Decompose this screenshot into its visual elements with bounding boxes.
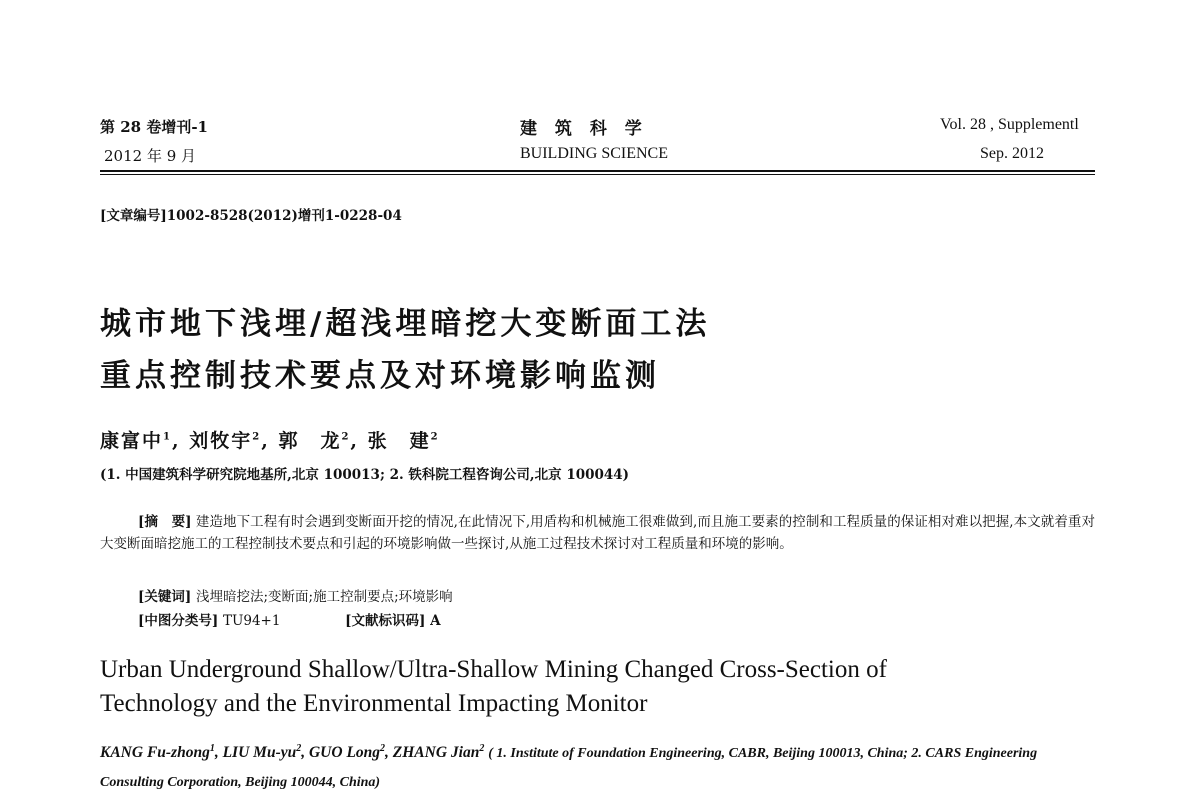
- author-cn: 郭 龙: [278, 430, 342, 452]
- author-cn: 张 建: [367, 430, 431, 452]
- title-cn-line2: 重点控制技术要点及对环境影响监测: [100, 358, 660, 394]
- classification-line: [138, 609, 441, 629]
- abstract-text: 建造地下工程有时会遇到变断面开挖的情况,在此情况下,用盾构和机械施工很难做到,而且施工要素的控制和工程质量的保证相对难以把握,本文就着重对大变断面暗挖施工的工程控制技术要点和引起的环境影响做一些探讨,从施工过程技术探讨对工程质量和环境的影响。: [100, 514, 1095, 552]
- issue-date-cn: 2012 年 9 月: [104, 147, 197, 165]
- journal-title-cn: 建 筑 科 学: [520, 119, 648, 139]
- authors-cn: 康富中$^1$, 刘牧宇$^2$, 郭 龙$^2$, 张 建$^2$: [100, 430, 440, 452]
- title-cn-line1: 城市地下浅埋/超浅埋暗挖大变断面工法: [100, 306, 711, 342]
- volume-info: Vol. 28 , Supplementl: [940, 116, 1079, 133]
- author-en: GUO Long: [308, 744, 381, 762]
- title-en-line1: Urban Underground Shallow/Ultra-Shallow Mining Changed Cross-Section of: [100, 656, 887, 683]
- author-cn: 刘牧宇: [189, 430, 253, 452]
- affiliations-cn: (1. 中国建筑科学研究院地基所,北京 100013; 2. 铁科院工程咨询公司,北京 100044): [100, 467, 630, 483]
- author-en: LIU Mu-yu: [222, 744, 297, 762]
- title-en-line2: Technology and the Environmental Impacting Monitor: [100, 690, 648, 717]
- header-rule-thin: [100, 174, 1095, 175]
- authors-en: KANG Fu-zhong$^1$, LIU $Mu-yu^2$, GUO Long$^2$, ZHANG Jian$^2$ ( 1. Institute of Foundation Engineering, CABR, Beijing 100013, China; 2. CARS Engineering Consulting Corporation, Beijing 100044, China): [100, 743, 1038, 791]
- keywords-text: 浅埋暗挖法;变断面;施工控制要点;环境影响: [195, 589, 453, 605]
- abstract-cn: [100, 511, 1095, 555]
- doc-code-label: [文献标识码]: [345, 613, 426, 629]
- clc-value: TU94+1: [222, 613, 281, 629]
- keywords-cn: [138, 585, 453, 605]
- journal-title-en: BUILDING SCIENCE: [520, 145, 668, 162]
- author-cn: 康富中: [100, 430, 164, 452]
- keywords-label: [关键词]: [138, 589, 192, 605]
- affiliations-en: ( 1. Institute of Foundation Engineering, CABR, Beijing 100013, China; 2. CARS Engineering Consulting Corporation, Beijing 100044, China): [100, 746, 1038, 791]
- article-number: [文章编号]1002-8528(2012)增刊1-0228-04: [100, 208, 402, 224]
- issue-number: 第 28 卷增刊-1: [100, 118, 208, 136]
- author-en: ZHANG Jian: [392, 744, 480, 762]
- author-en: KANG Fu-zhong: [100, 744, 210, 762]
- abstract-label: [摘 要]: [138, 514, 192, 530]
- clc-label: [中图分类号]: [138, 613, 219, 629]
- issue-date-en: Sep. 2012: [980, 145, 1044, 162]
- doc-code-value: A: [430, 613, 441, 629]
- header-rule-thick: [100, 170, 1095, 172]
